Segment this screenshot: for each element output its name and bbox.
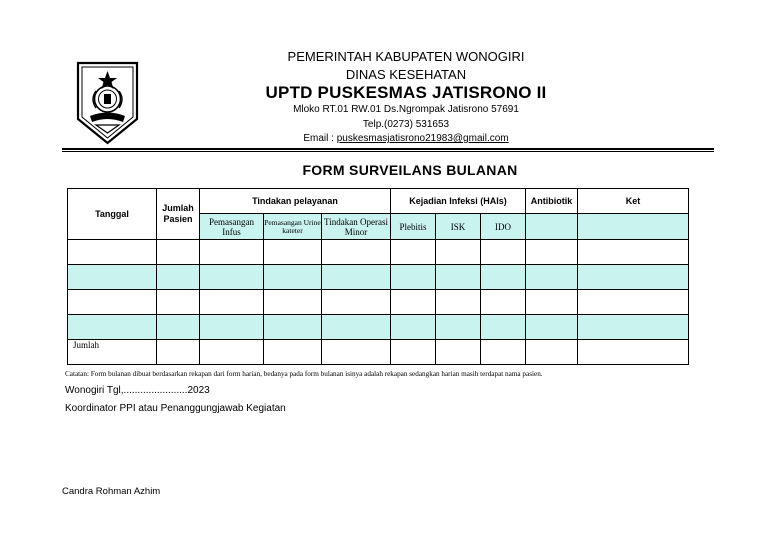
row-jumlah-label: Jumlah [68, 340, 157, 365]
header-government: PEMERINTAH KABUPATEN WONOGIRI [287, 49, 525, 64]
table-cell[interactable] [157, 265, 200, 290]
form-note: Catatan: Form bulanan dibuat berdasarkan rekapan dari form harian, bedanya pada form bulanan isinya adalah rekapan sedangkan harian masih terdapat nama pasien. [65, 370, 543, 378]
table-cell[interactable] [481, 315, 526, 340]
table-cell[interactable] [322, 265, 391, 290]
subheader-antibiotik-blank [526, 214, 578, 240]
table-cell[interactable] [391, 340, 436, 365]
table-cell[interactable] [157, 290, 200, 315]
table-cell[interactable] [526, 340, 578, 365]
email-link[interactable]: puskesmasjatisrono21983@gmail.com [336, 133, 509, 144]
table-cell[interactable] [436, 315, 481, 340]
surveillance-table [67, 188, 689, 365]
table-cell[interactable] [436, 340, 481, 365]
table-cell[interactable] [157, 340, 200, 365]
table-cell[interactable] [322, 315, 391, 340]
table-cell[interactable] [68, 265, 157, 290]
table-cell[interactable] [578, 240, 689, 265]
table-cell[interactable] [481, 240, 526, 265]
table-cell[interactable] [436, 240, 481, 265]
header-antibiotik: Antibiotik [526, 189, 578, 214]
table-cell[interactable] [391, 265, 436, 290]
table-cell[interactable] [200, 340, 264, 365]
regency-emblem-icon [76, 61, 139, 145]
header-address: Mloko RT.01 RW.01 Ds.Ngrompak Jatisrono 57691 [293, 104, 519, 115]
header-divider-thin [62, 151, 714, 152]
table-cell[interactable] [526, 240, 578, 265]
table-cell[interactable] [68, 315, 157, 340]
table-cell[interactable] [200, 290, 264, 315]
subheader-pemasangan-infus: Pemasangan Infus [200, 214, 264, 240]
coordinator-title: Koordinator PPI atau Penanggungjawab Kegiatan [65, 403, 286, 414]
table-cell[interactable] [391, 240, 436, 265]
header-jumlah-pasien: Jumlah Pasien [157, 189, 200, 240]
email-label: Email : [303, 133, 337, 144]
table-cell[interactable] [322, 290, 391, 315]
table-cell[interactable] [264, 340, 322, 365]
header-phone: Telp.(0273) 531653 [362, 119, 450, 130]
header-tindakan-pelayanan: Tindakan pelayanan [200, 189, 391, 214]
table-cell[interactable] [578, 340, 689, 365]
table-cell[interactable] [391, 315, 436, 340]
table-cell[interactable] [200, 315, 264, 340]
table-cell[interactable] [526, 315, 578, 340]
subheader-tindakan-operasi: Tindakan Operasi Minor [322, 214, 391, 240]
table-cell[interactable] [200, 240, 264, 265]
table-cell[interactable] [264, 290, 322, 315]
table-cell[interactable] [322, 340, 391, 365]
subheader-pemasangan-urine: Pemasangan Urine kateter [264, 214, 322, 240]
table-cell[interactable] [322, 240, 391, 265]
header-email-line [196, 133, 616, 144]
table-cell[interactable] [526, 290, 578, 315]
subheader-plebitis: Plebitis [391, 214, 436, 240]
table-cell[interactable] [481, 290, 526, 315]
table-cell[interactable] [526, 265, 578, 290]
table-cell[interactable] [436, 290, 481, 315]
surveillance-table-container [67, 188, 688, 368]
subheader-ket-blank [578, 214, 689, 240]
header-tanggal: Tanggal [68, 189, 157, 240]
place-date: Wonogiri Tgl,.......................2023 [65, 385, 210, 396]
signatory-name: Candra Rohman Azhim [62, 486, 161, 497]
table-cell[interactable] [157, 315, 200, 340]
table-cell[interactable] [68, 290, 157, 315]
table-cell[interactable] [264, 240, 322, 265]
subheader-isk: ISK [436, 214, 481, 240]
table-cell[interactable] [157, 240, 200, 265]
table-cell[interactable] [264, 315, 322, 340]
header-ket: Ket [578, 189, 689, 214]
table-cell[interactable] [578, 265, 689, 290]
table-cell[interactable] [436, 265, 481, 290]
header-institution: UPTD PUSKESMAS JATISRONO II [265, 83, 547, 102]
header-divider-thick [62, 148, 714, 150]
subheader-ido: IDO [481, 214, 526, 240]
form-title: FORM SURVEILANS BULANAN [302, 162, 518, 178]
header-department: DINAS KESEHATAN [345, 67, 467, 82]
table-cell[interactable] [391, 290, 436, 315]
table-cell[interactable] [578, 290, 689, 315]
table-cell[interactable] [68, 240, 157, 265]
table-row [68, 240, 689, 265]
table-row [68, 315, 689, 340]
table-cell[interactable] [578, 315, 689, 340]
table-cell[interactable] [200, 265, 264, 290]
table-row [68, 290, 689, 315]
table-cell[interactable] [481, 340, 526, 365]
header-kejadian-infeksi: Kejadian Infeksi (HAIs) [391, 189, 526, 214]
table-row [68, 265, 689, 290]
table-cell[interactable] [264, 265, 322, 290]
table-cell[interactable] [481, 265, 526, 290]
table-row-jumlah [68, 340, 689, 365]
